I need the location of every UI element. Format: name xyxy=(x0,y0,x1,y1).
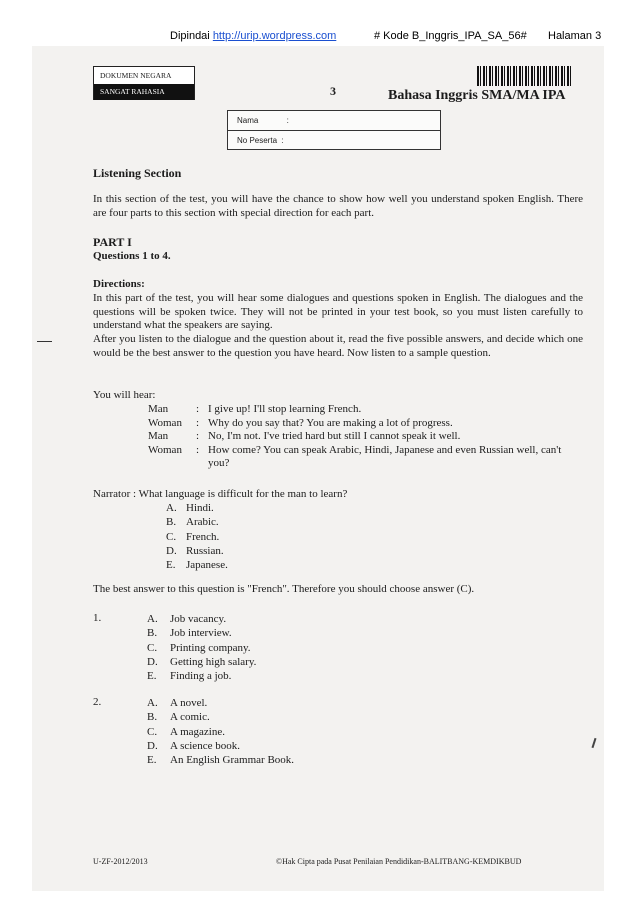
option-item: E. Finding a job. xyxy=(147,670,232,683)
you-will-hear: You will hear: xyxy=(93,389,156,401)
directions-title: Directions: xyxy=(93,278,145,290)
dialogue-line: Woman : Why do you say that? You are making a lot of progress. xyxy=(148,416,453,429)
page-label: Halaman 3 xyxy=(548,30,602,42)
classification-top: DOKUMEN NEGARA xyxy=(94,67,194,84)
pdf-header xyxy=(0,30,638,46)
narrator-question: Narrator : What language is difficult for the man to learn? xyxy=(93,488,348,500)
source-prefix: Dipindai xyxy=(170,30,210,42)
question-2-options xyxy=(147,696,294,767)
directions-paragraph-1: In this part of the test, you will hear some dialogues and questions spoken in English. The dialogues and the questions will be spoken twice. They will not be printed in your test book, so you must listen carefully to understand what the speakers are saying. xyxy=(93,292,583,331)
option-item: C. Printing company. xyxy=(147,641,251,654)
option-item: A. Job vacancy. xyxy=(147,613,227,625)
best-answer-note: The best answer to this question is "French". Therefore you should choose answer (C). xyxy=(93,583,475,595)
question-1-options xyxy=(147,612,256,683)
document-code: # Kode B_Inggris_IPA_SA_56# xyxy=(374,30,527,42)
dialogue-line: Woman : How come? You can speak Arabic, Hindi, Japanese and even Russian well, can't you? xyxy=(148,443,562,469)
part-title: PART I xyxy=(93,235,132,249)
question-number: 1. xyxy=(93,612,102,624)
page-number: 3 xyxy=(330,84,336,98)
name-field: Nama : xyxy=(237,116,289,125)
classification-stamp xyxy=(93,66,195,100)
dialogue-line: Man : I give up! I'll stop learning French. xyxy=(148,403,362,415)
directions-paragraph-2: After you listen to the dialogue and the question about it, read the five possible answers, and decide which one would be the best answer to the question you have heard. Now listen to a sample question. xyxy=(93,333,583,359)
sample-dialogue xyxy=(148,403,578,471)
footer-code: U-ZF-2012/2013 xyxy=(93,857,148,866)
subject-title: Bahasa Inggris SMA/MA IPA xyxy=(388,88,566,103)
sample-options xyxy=(166,501,228,572)
option-item: D. Russian. xyxy=(166,544,224,557)
option-item: B. Arabic. xyxy=(166,516,219,529)
option-item: D. A science book. xyxy=(147,739,240,752)
option-item: C. A magazine. xyxy=(147,725,225,738)
option-item: A. Hindi. xyxy=(166,502,214,514)
barcode-icon xyxy=(477,66,572,86)
option-item: E. An English Grammar Book. xyxy=(147,754,295,767)
option-item: E. Japanese. xyxy=(166,559,228,572)
dialogue-line: Man : No, I'm not. I've tried hard but still I cannot speak it well. xyxy=(148,430,461,442)
section-title: Listening Section xyxy=(93,166,182,180)
option-item: B. A comic. xyxy=(147,711,210,724)
identity-box xyxy=(227,110,441,150)
classification-bottom: SANGAT RAHASIA xyxy=(94,84,194,100)
question-number: 2. xyxy=(93,696,102,708)
footer-copyright: ©Hak Cipta pada Pusat Penilaian Pendidikan-BALITBANG-KEMDIKBUD xyxy=(276,857,522,866)
option-item: D. Getting high salary. xyxy=(147,655,257,668)
participant-field: No Peserta : xyxy=(228,130,440,149)
option-item: C. French. xyxy=(166,530,220,543)
option-item: B. Job interview. xyxy=(147,627,232,640)
section-intro: In this section of the test, you will have the chance to show how well you understand spoken English. There are four parts to this section with special direction for each part. xyxy=(93,193,583,219)
option-item: A. A novel. xyxy=(147,697,208,709)
questions-range: Questions 1 to 4. xyxy=(93,250,171,262)
source-link[interactable]: http://urip.wordpress.com xyxy=(212,30,337,42)
margin-dash xyxy=(37,341,52,342)
source-credit xyxy=(170,30,336,42)
